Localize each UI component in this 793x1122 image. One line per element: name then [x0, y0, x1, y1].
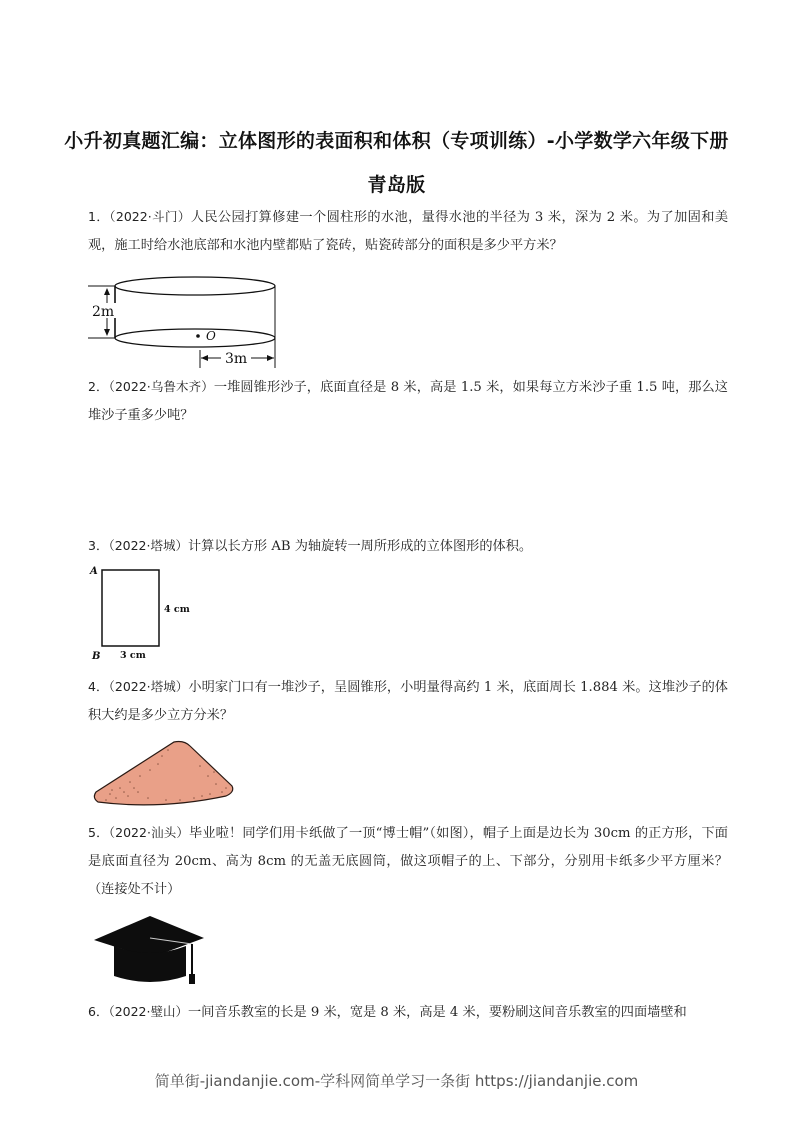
- question-source: （2022·汕头）: [108, 825, 189, 840]
- question-2: [88, 373, 728, 430]
- rectangle-diagram-icon: [88, 562, 198, 662]
- svg-text:B: B: [92, 651, 101, 662]
- question-number: 6．: [88, 1004, 109, 1019]
- graduation-cap-figure: [90, 914, 210, 990]
- title-line-1: 小升初真题汇编：立体图形的表面积和体积（专项训练）-小学数学六年级下册: [64, 130, 729, 152]
- title-line-2: 青岛版: [367, 174, 426, 196]
- svg-text:O: O: [206, 329, 216, 343]
- question-6: [88, 998, 728, 1027]
- cylinder-figure: [88, 272, 298, 372]
- rectangle-figure: [88, 562, 198, 662]
- question-text: 一间音乐教室的长是 9 米，宽是 8 米，高是 4 米，要粉刷这间音乐教室的四面墙壁和: [188, 1005, 687, 1020]
- svg-text:2m: 2m: [92, 304, 115, 320]
- svg-text:A: A: [90, 566, 98, 577]
- question-source: （2022·璧山）: [108, 1004, 188, 1019]
- svg-text:3 cm: 3 cm: [120, 650, 146, 661]
- graduation-cap-icon: [90, 914, 210, 990]
- question-number: 4．: [88, 679, 109, 694]
- question-source: （2022·塔城）: [108, 679, 189, 694]
- question-number: 3．: [88, 538, 109, 553]
- svg-text:3m: 3m: [225, 351, 248, 367]
- question-number: 5．: [88, 825, 109, 840]
- question-1: [88, 203, 728, 260]
- question-text: 计算以长方形 AB 为轴旋转一周所形成的立体图形的体积。: [188, 539, 533, 554]
- question-number: 1．: [88, 209, 110, 224]
- question-3: [88, 532, 728, 561]
- question-text: 一堆圆锥形沙子，底面直径是 8 米，高是 1.5 米，如果每立方米沙子重 1.5 吨，那么这堆沙子重多少吨？: [88, 380, 728, 423]
- question-source: （2022·塔城）: [108, 538, 188, 553]
- sand-cone-figure: [90, 736, 240, 808]
- footer-watermark: 简单街-jiandanjie.com-学科网简单学习一条街 https://jiandanjie.com: [154, 1072, 639, 1090]
- sand-pile-icon: [90, 736, 240, 808]
- question-text: 毕业啦！同学们用卡纸做了一顶“博士帽”（如图），帽子上面是边长为 30cm 的正方形，下面是底面直径为 20cm、高为 8cm 的无盖无底圆筒，做这项帽子的上、下部分，分别用卡纸多少平方厘米？（连接处不计）: [88, 826, 728, 897]
- question-source: （2022·乌鲁木齐）: [108, 379, 214, 394]
- svg-text:4 cm: 4 cm: [164, 604, 190, 615]
- question-5: [88, 819, 728, 904]
- question-text: 人民公园打算修建一个圆柱形的水池，量得水池的半径为 3 米，深为 2 米。为了加固和美观，施工时给水池底部和水池内壁都贴了瓷砖，贴瓷砖部分的面积是多少平方米？: [88, 210, 729, 253]
- question-source: （2022·斗门）: [109, 209, 191, 224]
- question-number: 2．: [88, 379, 109, 394]
- question-text: 小明家门口有一堆沙子，呈圆锥形，小明量得高约 1 米，底面周长 1.884 米。这堆沙子的体积大约是多少立方分米？: [88, 680, 728, 723]
- question-4: [88, 673, 728, 730]
- cylinder-diagram-icon: [88, 272, 298, 372]
